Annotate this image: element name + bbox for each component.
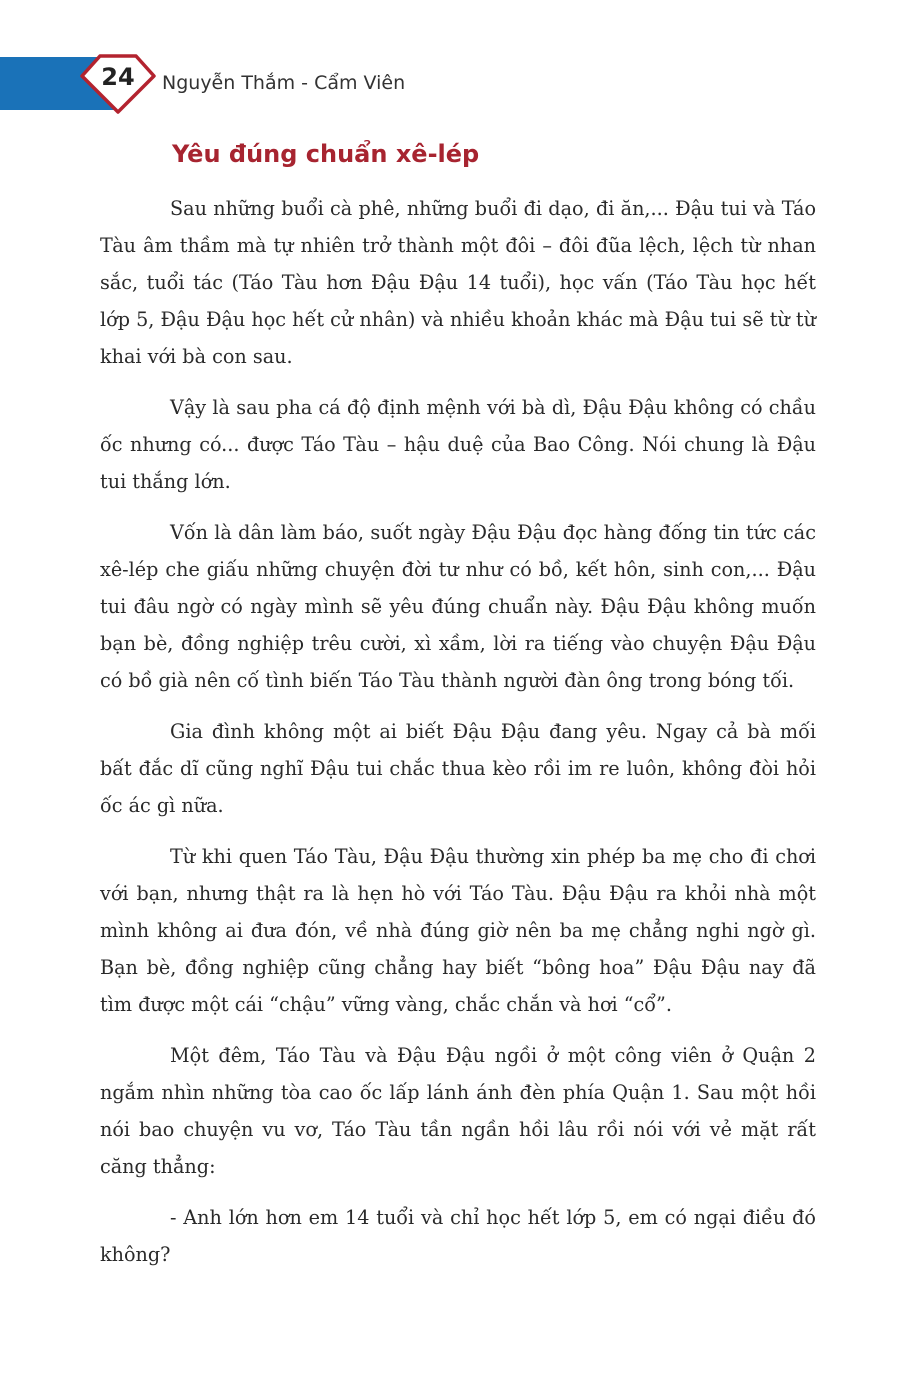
running-head-authors: Nguyễn Thắm - Cẩm Viên bbox=[162, 72, 406, 94]
paragraph: Sau những buổi cà phê, những buổi đi dạo, đi ăn,... Đậu tui và Táo Tàu âm thầm mà tự nhiên trở thành một đôi – đôi đũa lệch, lệch từ nhan sắc, tuổi tác (Táo Tàu hơn Đậu Đậu 14 tuổi), học vấn (Táo Tàu học hết lớp 5, Đậu Đậu học hết cử nhân) và nhiều khoản khác mà Đậu tui sẽ từ từ khai với bà con sau. bbox=[100, 197, 816, 368]
chapter-title: Yêu đúng chuẩn xê-lép bbox=[172, 140, 480, 168]
paragraph: Từ khi quen Táo Tàu, Đậu Đậu thường xin phép ba mẹ cho đi chơi với bạn, nhưng thật ra là hẹn hò với Táo Tàu. Đậu Đậu ra khỏi nhà một mình không ai đưa đón, về nhà đúng giờ nên ba mẹ chẳng nghi ngờ gì. Bạn bè, đồng nghiệp cũng chẳng hay biết “bông hoa” Đậu Đậu nay đã tìm được một cái “chậu” vững vàng, chắc chắn và hơi “cổ”. bbox=[100, 845, 816, 1016]
page-number: 24 bbox=[101, 63, 135, 91]
paragraph: Vậy là sau pha cá độ định mệnh với bà dì, Đậu Đậu không có chầu ốc nhưng có... được Táo Tàu – hậu duệ của Bao Công. Nói chung là Đậu tui thắng lớn. bbox=[100, 396, 816, 493]
paragraph: - Anh lớn hơn em 14 tuổi và chỉ học hết lớp 5, em có ngại điều đó không? bbox=[100, 1206, 816, 1266]
page-number-badge bbox=[80, 54, 156, 114]
paragraph: Một đêm, Táo Tàu và Đậu Đậu ngồi ở một công viên ở Quận 2 ngắm nhìn những tòa cao ốc lấp lánh ánh đèn phía Quận 1. Sau một hồi nói bao chuyện vu vơ, Táo Tàu tần ngần hồi lâu rồi nói với vẻ mặt rất căng thẳng: bbox=[100, 1044, 816, 1178]
body-text bbox=[100, 190, 816, 1287]
paragraph: Vốn là dân làm báo, suốt ngày Đậu Đậu đọc hàng đống tin tức các xê-lép che giấu những chuyện đời tư như có bồ, kết hôn, sinh con,... Đậu tui đâu ngờ có ngày mình sẽ yêu đúng chuẩn này. Đậu Đậu không muốn bạn bè, đồng nghiệp trêu cười, xì xầm, lời ra tiếng vào chuyện Đậu Đậu có bồ già nên cố tình biến Táo Tàu thành người đàn ông trong bóng tối. bbox=[100, 521, 816, 692]
paragraph: Gia đình không một ai biết Đậu Đậu đang yêu. Ngay cả bà mối bất đắc dĩ cũng nghĩ Đậu tui chắc thua kèo rồi im re luôn, không đòi hỏi ốc ác gì nữa. bbox=[100, 720, 816, 817]
